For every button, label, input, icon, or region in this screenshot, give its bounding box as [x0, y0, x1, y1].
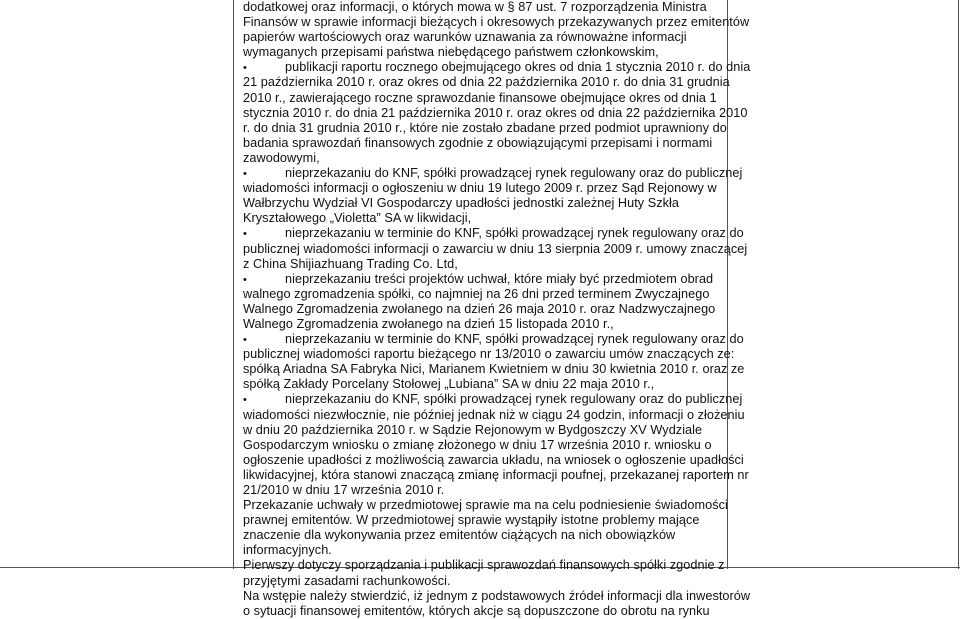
line-text: publicznej wiadomości raportu bieżącego nr 13/2010 o zawarciu umów znaczących ze: — [243, 347, 735, 362]
line-text: informacyjnych. — [243, 543, 332, 558]
bullet-line — [243, 272, 721, 287]
bullet-icon: • — [243, 228, 247, 241]
line-text: spółką Ariadna SA Fabryka Nici, Marianem Kwietniem w dniu 30 kwietnia 2010 r. oraz ze — [243, 362, 745, 377]
text-line — [243, 30, 721, 45]
line-text: wiadomości niezwłocznie, nie później jednak niż w ciągu 24 godzin, informacji o złożeniu — [243, 407, 745, 422]
text-line — [243, 136, 721, 151]
text-line — [243, 574, 721, 589]
line-text: r. do dnia 31 grudnia 2010 r., które nie zostało zbadane przed podmiot uprawniony do — [243, 120, 727, 135]
text-line — [243, 347, 735, 362]
line-text: z China Shijiazhuang Trading Co. Ltd, — [243, 256, 458, 271]
text-line — [243, 105, 748, 121]
line-text: znaczenie dla wykonywania przez emitentów ciążących na nich obowiązków — [243, 528, 676, 543]
text-line — [243, 452, 744, 468]
text-line — [243, 498, 728, 513]
bullet-icon: • — [243, 62, 247, 75]
line-text: 2010 r., zawierającego roczne sprawozdanie finansowe obejmujące okres od dnia 1 — [243, 90, 717, 105]
text-line — [243, 483, 721, 498]
text-line — [243, 513, 721, 528]
text-line — [243, 181, 721, 196]
line-text: spółką Zakłady Porcelany Stołowej „Lubiana” SA w dniu 22 maja 2010 r., — [243, 377, 655, 392]
text-line — [243, 407, 745, 423]
line-text: likwidacyjnej, która stanowi znaczącą zmianę informacji poufnej, przekazanej raportem nr — [243, 467, 749, 482]
bullet-icon: • — [243, 273, 247, 286]
text-line — [243, 438, 721, 453]
column-divider-left — [233, 0, 234, 569]
line-text: publikacji raportu rocznego obejmującego okres od dnia 1 stycznia 2010 r. do dnia — [285, 60, 751, 75]
line-text: dodatkowej oraz informacji, o których mowa w § 87 ust. 7 rozporządzenia Ministra — [243, 0, 707, 14]
bullet-icon: • — [243, 394, 247, 407]
line-text: walnego zgromadzenia spółki, co najmniej na 26 dni przed terminem Zwyczajnego — [243, 286, 710, 301]
bullet-icon: • — [243, 168, 247, 181]
text-line — [243, 302, 721, 317]
line-text: w dniu 20 października 2010 r. w Sądzie Rejonowym w Bydgoszczy XV Wydziale — [243, 422, 703, 437]
text-line — [243, 196, 721, 211]
line-text: Wałbrzychu Wydział VI Gospodarczy upadłości jednostki zależnej Huty Szkła — [243, 196, 680, 211]
text-line — [243, 362, 745, 377]
line-text: Finansów w sprawie informacji bieżących i okresowych przekazywanych przez emitentów — [243, 15, 750, 30]
text-line — [243, 558, 725, 573]
line-text: nieprzekazaniu do KNF, spółki prowadzącej rynek regulowany oraz do publicznej — [285, 392, 743, 407]
line-text: stycznia 2010 r. do dnia 21 października 2010 r. oraz okres od dnia 22 października 2010 — [243, 105, 748, 120]
bullet-line — [243, 226, 744, 241]
text-line — [243, 543, 721, 558]
line-text: ogłoszenie upadłości z możliwością zawarcia układu, na wniosek o ogłoszenie upadłości — [243, 452, 744, 467]
line-text: przyjętymi zasadami rachunkowości. — [243, 573, 451, 588]
line-text: wymaganych przepisami państwa niebędącego państwem członkowskim, — [243, 45, 659, 60]
line-text: prawnej emitentów. W przedmiotowej sprawie wystąpiły istotne problemy mające — [243, 513, 700, 528]
line-text: nieprzekazaniu treści projektów uchwał, które miały być przedmiotem obrad — [285, 271, 714, 286]
text-line — [243, 467, 749, 483]
text-line — [243, 15, 750, 30]
line-text: 21 października 2010 r. oraz okres od dnia 22 października 2010 r. do dnia 31 grudnia — [243, 75, 730, 90]
line-text: zawodowymi, — [243, 150, 320, 165]
line-text: nieprzekazaniu do KNF, spółki prowadzącej rynek regulowany oraz do publicznej — [285, 166, 743, 181]
text-line — [243, 377, 721, 392]
text-line — [243, 423, 721, 438]
text-line — [243, 211, 721, 226]
text-line — [243, 604, 721, 619]
line-text: Walnego Zgromadzenia zwołanego na dzień 26 maja 2010 r. oraz Nadzwyczajnego — [243, 301, 716, 316]
line-text: Kryształowego „Violetta” SA w likwidacji, — [243, 211, 472, 226]
text-line — [243, 45, 721, 60]
bullet-line — [243, 60, 751, 75]
line-text: 21/2010 w dniu 17 września 2010 r. — [243, 483, 445, 497]
line-text: wiadomości informacji o ogłoszeniu w dniu 19 lutego 2009 r. przez Sąd Rejonowy w — [243, 181, 717, 196]
column-divider-right — [958, 0, 959, 569]
line-text: o sytuacji finansowej emitentów, których akcje są dopuszczone do obrotu na rynku — [243, 603, 710, 618]
text-line — [243, 120, 727, 136]
line-text: Walnego Zgromadzenia zwołanego na dzień 15 listopada 2010 r., — [243, 316, 614, 331]
line-text: badania sprawozdań finansowych zgodnie z obowiązującymi przepisami i normami — [243, 135, 713, 150]
text-line — [243, 257, 721, 272]
text-line — [243, 0, 721, 15]
line-text: Gospodarczym wniosku o zmianę złożonego w dniu 17 września 2010 r. wniosku o — [243, 437, 712, 452]
bullet-line — [243, 392, 743, 407]
line-text: Przekazanie uchwały w przedmiotowej sprawie ma na celu podniesienie świadomości — [243, 498, 728, 513]
line-text: Pierwszy dotyczy sporządzania i publikacji sprawozdań finansowych spółki zgodnie z — [243, 558, 725, 573]
text-cell — [243, 0, 751, 619]
line-text: papierów wartościowych oraz warunków uznawania za równoważne informacji — [243, 30, 687, 45]
text-line — [243, 75, 730, 90]
bullet-line — [243, 166, 743, 181]
line-text: publicznej wiadomości informacji o zawarciu w dniu 13 sierpnia 2009 r. umowy znaczącej — [243, 241, 748, 256]
text-line — [243, 317, 721, 332]
text-line — [243, 287, 721, 302]
text-line — [243, 241, 748, 257]
text-line — [243, 151, 721, 166]
bullet-icon: • — [243, 334, 247, 347]
line-text: nieprzekazaniu w terminie do KNF, spółki prowadzącej rynek regulowany oraz do — [285, 226, 744, 241]
text-line — [243, 528, 721, 543]
line-text: nieprzekazaniu w terminie do KNF, spółki prowadzącej rynek regulowany oraz do — [285, 332, 744, 347]
text-line — [243, 588, 751, 604]
line-text: Na wstępie należy stwierdzić, iż jednym z podstawowych źródeł informacji dla inwestorów — [243, 588, 751, 603]
text-line — [243, 91, 721, 106]
bullet-line — [243, 332, 744, 347]
